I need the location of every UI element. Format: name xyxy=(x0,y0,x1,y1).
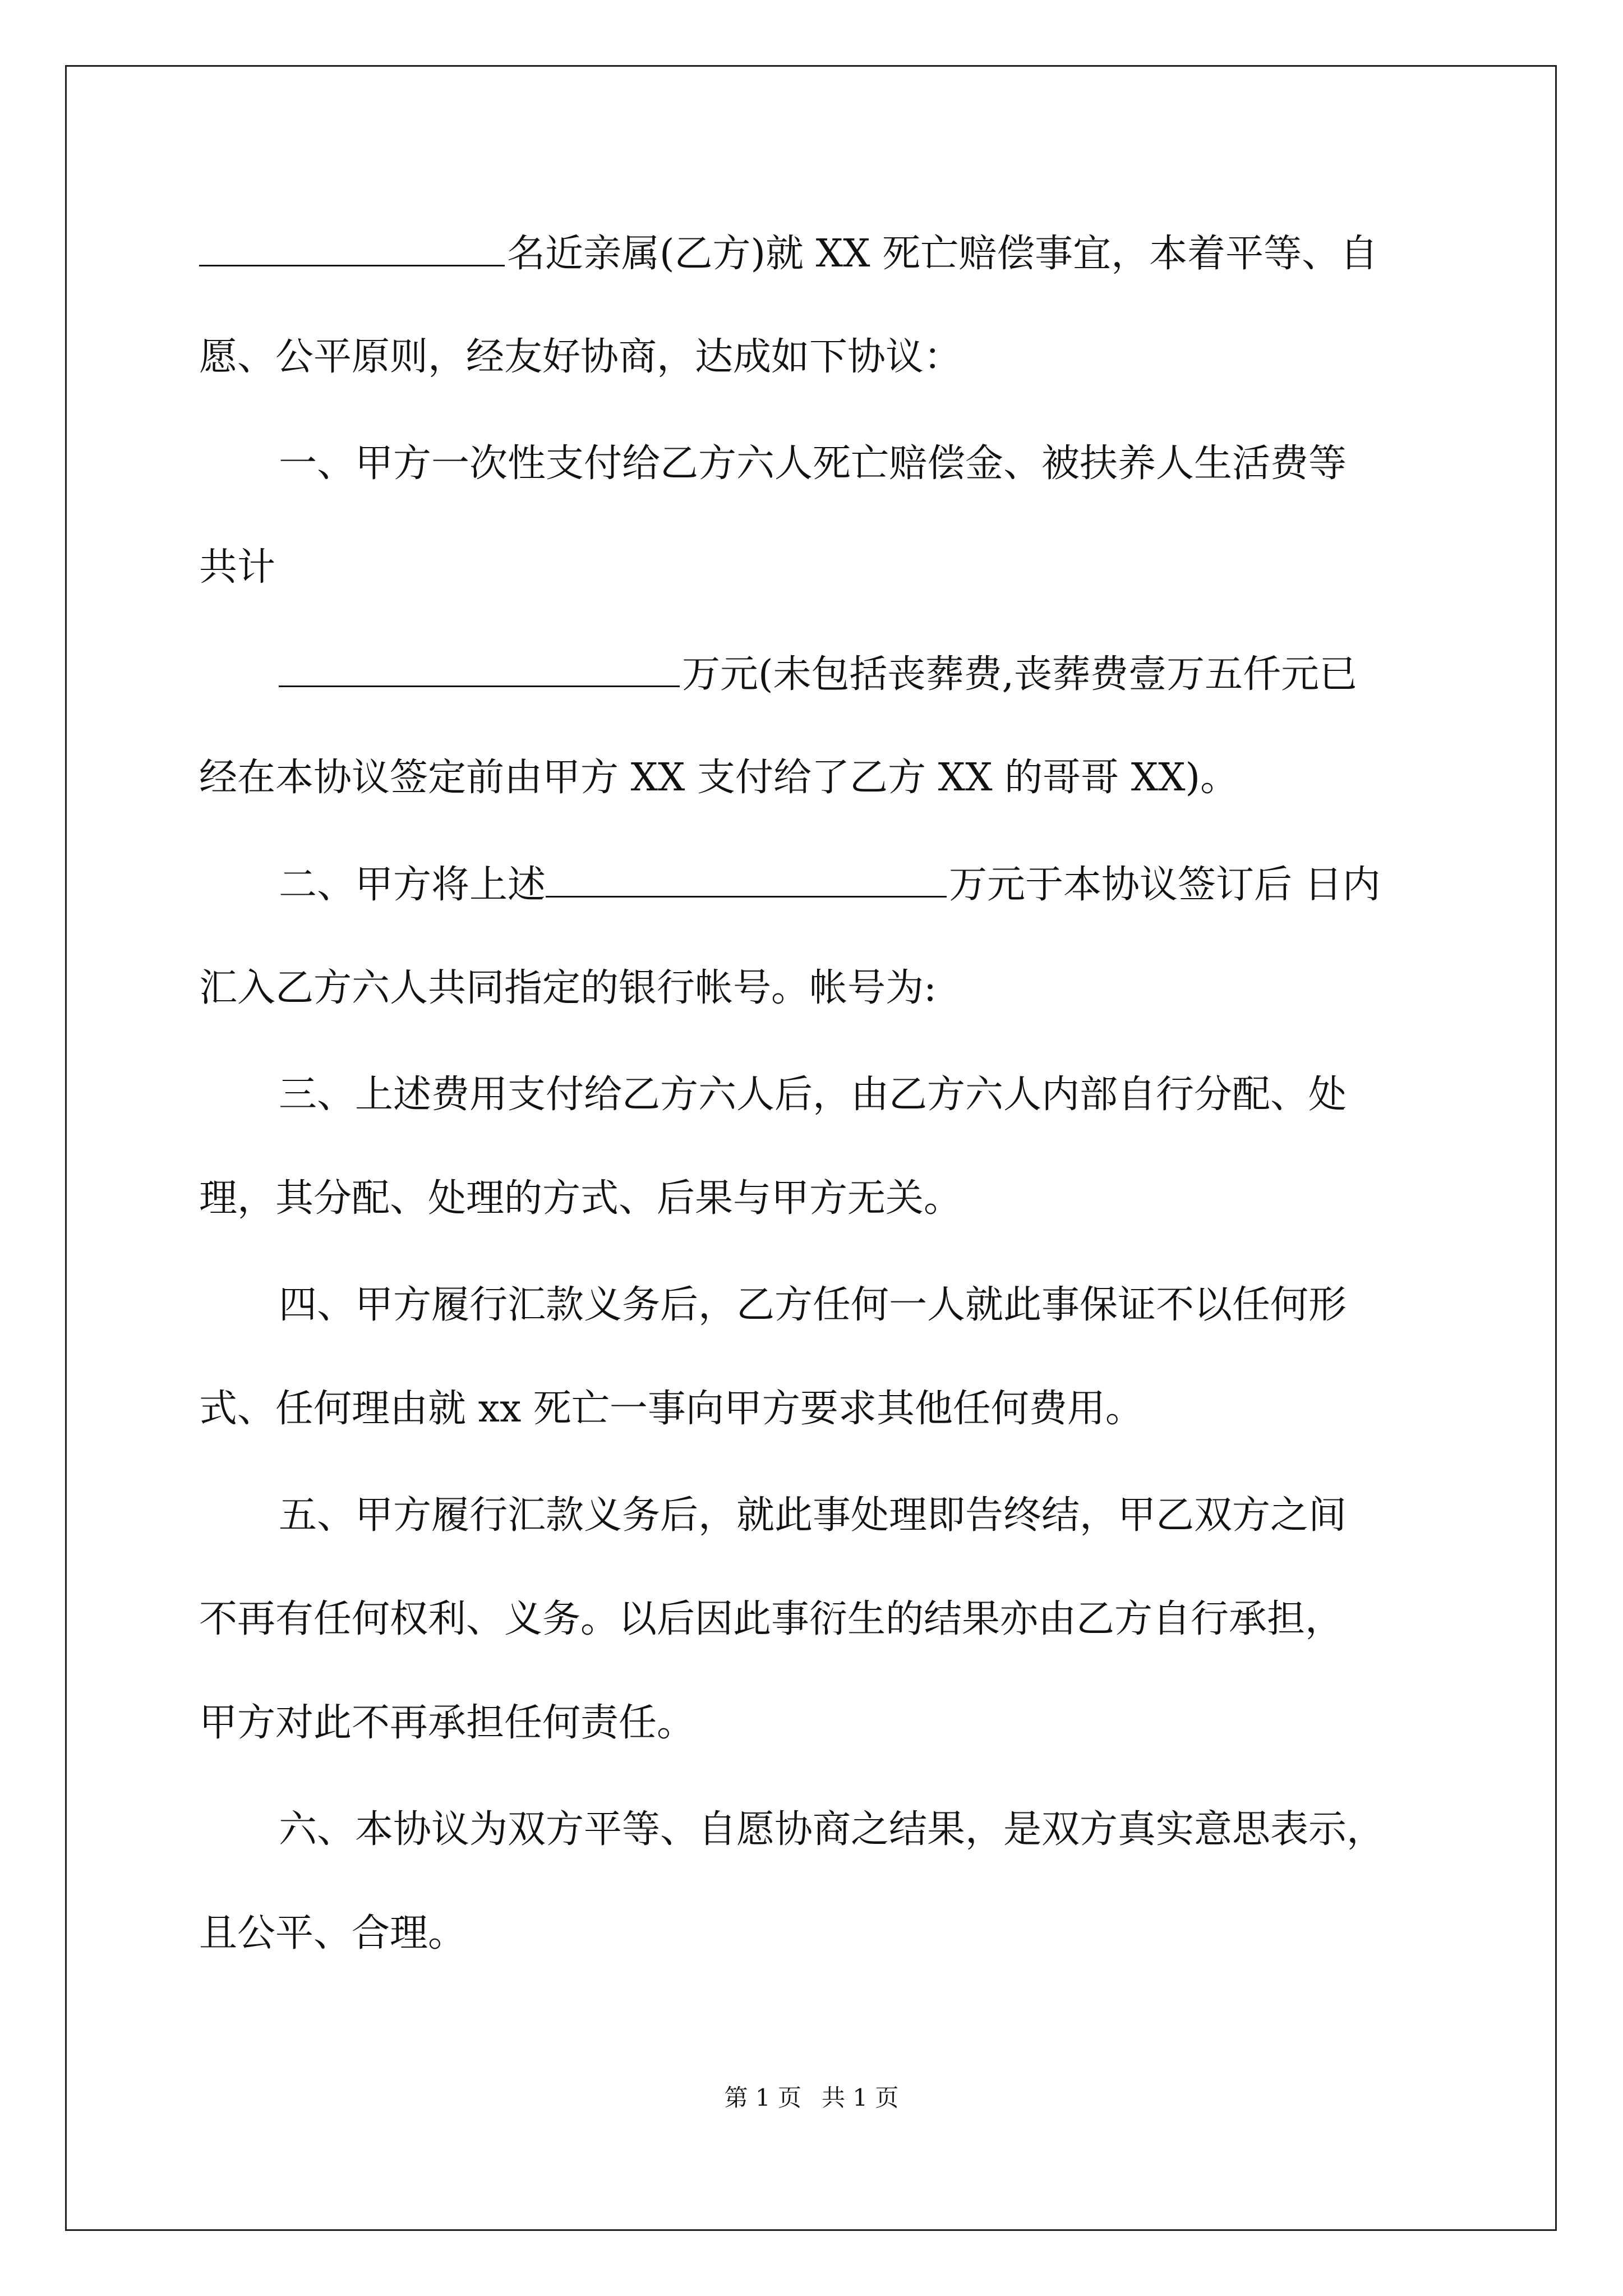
page-number: 第 1 页 xyxy=(724,2084,801,2111)
clause-1-line-4 xyxy=(199,750,1238,806)
text: 六、本协议为双方平等、自愿协商之结果，是双方真实意思表示， xyxy=(279,1807,1385,1852)
text: 理，其分配、处理的方式、后果与甲方无关。 xyxy=(199,1176,962,1221)
text: 万元于本协议签订后 日内 xyxy=(949,863,1381,907)
text: 汇入乙方六人共同指定的银行帐号。帐号为: xyxy=(199,966,937,1010)
clause-2-line-1 xyxy=(279,857,1381,913)
clause-5-line-2 xyxy=(199,1591,1343,1648)
text: 甲方对此不再承担任何责任。 xyxy=(199,1701,695,1745)
clause-1-line-3 xyxy=(279,646,1357,702)
clause-1-line-1 xyxy=(279,436,1347,492)
text: 万元(未包括丧葬费,丧葬费壹万五仟元已 xyxy=(682,652,1358,697)
clause-6-line-2 xyxy=(199,1906,466,1962)
text: 一、甲方一次性支付给乙方六人死亡赔偿金、被扶养人生活费等 xyxy=(279,441,1347,486)
text: 三、上述费用支付给乙方六人后，由乙方六人内部自行分配、处 xyxy=(279,1073,1347,1117)
text: 二、甲方将上述 xyxy=(279,863,546,907)
clause-6-line-1 xyxy=(279,1802,1385,1858)
clause-3-line-1 xyxy=(279,1067,1347,1123)
text: 五、甲方履行汇款义务后，就此事处理即告终结，甲乙双方之间 xyxy=(279,1493,1347,1538)
clause-1-line-2 xyxy=(199,540,275,596)
text: 经在本协议签定前由甲方 XX 支付给了乙方 XX 的哥哥 XX)。 xyxy=(199,756,1239,800)
text: 式、任何理由就 xx 死亡一事向甲方要求其他任何费用。 xyxy=(199,1387,1144,1431)
page-footer xyxy=(0,2081,1623,2115)
fill-in-blank[interactable] xyxy=(199,226,505,266)
clause-3-line-2 xyxy=(199,1171,962,1227)
text: 名近亲属(乙方)就 XX 死亡赔偿事宜，本着平等、自 xyxy=(507,232,1378,276)
text: 愿、公平原则，经友好协商，达成如下协议： xyxy=(199,335,962,379)
clause-5-line-1 xyxy=(279,1488,1347,1544)
fill-in-blank[interactable] xyxy=(546,857,947,898)
clause-5-line-3 xyxy=(199,1695,695,1751)
fill-in-blank[interactable] xyxy=(279,646,680,687)
page-total: 共 1 页 xyxy=(822,2084,899,2111)
paragraph-intro-line-1 xyxy=(199,226,1378,282)
text: 四、甲方履行汇款义务后，乙方任何一人就此事保证不以任何形 xyxy=(279,1283,1347,1327)
text: 且公平、合理。 xyxy=(199,1911,467,1955)
clause-4-line-2 xyxy=(199,1381,1144,1437)
paragraph-intro-line-2 xyxy=(199,329,962,385)
clause-2-line-2 xyxy=(199,960,937,1016)
text: 共计 xyxy=(199,545,276,590)
text: 不再有任何权利、义务。以后因此事衍生的结果亦由乙方自行承担， xyxy=(199,1597,1344,1641)
clause-4-line-1 xyxy=(279,1277,1347,1333)
